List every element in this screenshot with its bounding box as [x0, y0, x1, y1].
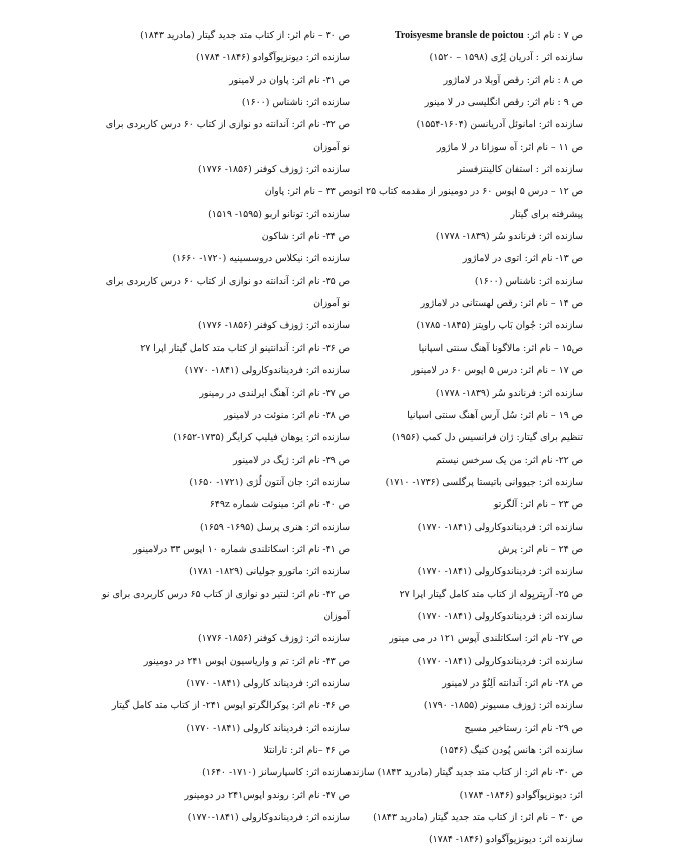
entry-prefix: ص ۷ : نام اثر:	[523, 30, 583, 41]
entry-line: ص ۱۷ – نام اثر: درس ۵ اپوس ۶۰ در لامینور	[411, 365, 583, 377]
entry-line: سازنده اثر: فردیناندوکارولی (۱۸۴۱-۱۷۷۰)	[187, 812, 350, 824]
left-column	[102, 25, 350, 829]
entry-line: سازنده اثر : استفان کالینتزفستر	[457, 164, 583, 176]
entry-line: ص ۳۷- نام اثر: آهنگ ایرلندی در رمینور	[199, 387, 350, 399]
entry-line: سازنده اثر: هانس پُودن کنیگ (۱۵۴۶)	[440, 745, 583, 756]
entry-line: اثر: دیونزیوآگوادو (۱۸۴۶- ۱۷۸۴)	[459, 789, 583, 801]
entry-line: سازنده اثر: ژوزف کوفنر (۱۸۵۶- ۱۷۷۶)	[197, 164, 350, 176]
entry-line: سازنده اثر: ژوزف کوفنر (۱۸۵۶- ۱۷۷۶)	[197, 320, 350, 332]
entry-line: ص ۳۰- نام اثر: از کتاب متد جدید گیتار (مادرید ۱۸۴۳) سازنده	[346, 767, 583, 779]
entry-line: آموزان	[323, 610, 350, 622]
entry-line: سازنده اثر : آدریان لِرُی (۱۵۹۸ – ۱۵۲۰)	[429, 52, 583, 64]
entry-line: سازنده اثر: دیونزیوآگوادو (۱۸۴۶- ۱۷۸۴)	[428, 834, 583, 846]
entry-line: ص ۴۶- نام اثر: پوکرالگرتو اپوس ۲۴۱- از کتاب متد کامل گیتار	[111, 700, 350, 712]
entry-line: ص ۳۹- نام اثر: ژیگ در لامینور	[233, 454, 350, 466]
entry-line: ص ۴۰- نام اثر: مینوئت شماره ۶۴۹z	[209, 499, 350, 511]
entry-line: سازنده اثر: امانوئل آدریانسن (۱۶۰۴-۱۵۵۴)	[416, 119, 583, 131]
entry-line: ص ۲۵- آریِتریِوله از کتاب متد کامل گیتار اپرا ۲۷	[399, 588, 583, 600]
entry-line: ص ۴۳- نام اثر: تم و واریاسیون اپوس ۲۴۱ در دومینور	[143, 655, 350, 667]
entry-line: ص ۳۰ – نام اثر: از کتاب متد جدید گیتار (مادرید ۱۸۴۳)	[140, 30, 350, 41]
entry-line: سازنده اثر: فردیناند کارولی (۱۸۴۱- ۱۷۷۰)	[186, 677, 350, 689]
entry-line: ص ۴۱- نام اثر: اسکاتلندی شماره ۱۰ اپوس ۳۳ درلامینور	[133, 543, 350, 555]
entry-line: تنظیم برای گیتار: ژان فرانسیس دل کمپ (۱۹۵۶)	[391, 432, 583, 444]
entry-line: سازنده اثر: جُوان بَاپ راویتز (۱۸۴۵- ۱۷۸۵)	[416, 320, 583, 332]
entry-line: ص۱۵ – نام اثر: مالاگونا آهنگ سنتی اسپانیا	[418, 342, 583, 354]
right-column	[346, 25, 583, 852]
entry-line: سازنده اثر: فرناندو سُر (۱۸۳۹- ۱۷۷۸)	[435, 387, 583, 399]
entry-line: سازنده اثر: فردیناندوکارولی (۱۸۴۱- ۱۷۷۰)	[417, 655, 583, 667]
entry-line: سازنده اثر: فرناندو سُر (۱۸۳۹- ۱۷۷۸)	[435, 231, 583, 243]
entry-line: سازنده اثر: فردیناندوکارولی (۱۸۴۱- ۱۷۷۰)	[417, 521, 583, 533]
entry-line: ص ۲۲- نام اثر: من یک سرخس نیستم	[435, 454, 583, 466]
entry-line: ص ۱۳- نام اثر: اتوی در لاماژور	[462, 253, 583, 265]
entry-line: ص ۴۷- نام اثر: روندو اپوس۲۴۱ در دومینور	[184, 789, 350, 801]
entry-line: ص ۲۴ – نام اثر: پرش	[497, 543, 583, 555]
entry-line: سازنده اثر: ماتورو جولیانی (۱۸۲۹- ۱۷۸۱)	[189, 566, 350, 578]
entry-line: سازنده اثر: ناشناس (۱۶۰۰)	[241, 97, 350, 109]
entry-line: پیشرفته برای گیتار	[510, 208, 583, 220]
entry-line: ص ۴۲- نام اثر: لنتیر دو نوازی از کتاب ۶۵ درس کاربردی برای نو	[102, 588, 350, 600]
entry-line: نو آموزان	[313, 298, 350, 310]
entry-line: ص ۲۷- نام اثر: اسکاتلندی آپوس ۱۲۱ در می مینور	[389, 633, 583, 645]
entry-line: ص ۲۸- نام اثر: آندانته اَلِنُوّ در لامینور	[442, 677, 583, 689]
entry-line: سازنده اثر: فردیناند کارولی (۱۸۴۱- ۱۷۷۰)	[186, 722, 350, 734]
entry-line: ص ۳۵- نام اثر: آندانته دو نوازی از کتاب ۶۰ درس کاربردی برای	[105, 275, 350, 287]
entry-line: ص ۲۹- نام اثر: رستاخیر مسیح	[464, 722, 583, 734]
entry-line: ص ۳۲- نام اثر: آندانته دو نوازی از کتاب ۶۰ درس کاربردی برای	[105, 119, 350, 131]
entry-line: سازنده اثر: یوهان فیلیپ کرایگر (۱۷۳۵-۱۶۵۲)	[173, 432, 350, 444]
entry-line: ص ۲۳ – نام اثر: آلگرتو	[493, 499, 583, 511]
entry-line: سازنده اثر: ژوزف مسیونر (۱۸۵۵- ۱۷۹۰)	[423, 700, 583, 712]
entry-line: سازنده اثر: فردیناندوکارولی (۱۸۴۱- ۱۷۷۰)	[417, 610, 583, 622]
entry-line: سازنده اثر: ناشناس (۱۶۰۰)	[474, 275, 583, 287]
latin-piece-title: Troisyesme bransle de poictou	[394, 30, 524, 41]
entry-line: ص ۱۱ – نام اثر: آه سوزانا در لا ماژور	[436, 141, 583, 153]
entry-line: سازنده اثر: نیکلاس دروسسینیه (۱۷۲۰- ۱۶۶۰)	[172, 253, 350, 265]
entry-line: سازنده اثر: جان آنتون لُژی (۱۷۲۱- ۱۶۵۰)	[189, 476, 350, 488]
entry-line: ص ۱۲ – درس ۵ اپوس ۶۰ در دومینور از مقدمه کتاب ۲۵ اتود	[348, 186, 583, 198]
entry-line: سازنده اثر: جیووانی باتیستا پرگلسی (۱۷۳۶- ۱۷۱۰)	[385, 476, 583, 488]
entry-line: سازنده اثر: تونانو اربو (۱۵۹۵- ۱۵۱۹)	[208, 208, 350, 220]
entry-line: نو آموزان	[313, 141, 350, 153]
entry-line: ص ۱۴ – نام اثر: رقص لهستانی در لاماژور	[420, 298, 583, 310]
entry-line: سازنده اثر: دیونزیوآگوادو (۱۸۴۶- ۱۷۸۴)	[195, 52, 350, 64]
entry-line: ص ۳۳ – نام اثر: پاوان	[264, 186, 350, 198]
entry-line: ص ۳۴- نام اثر: شاکون	[261, 231, 350, 243]
entry-line: سازنده اثر: فردیناندوکارولی (۱۸۴۱- ۱۷۷۰)	[417, 566, 583, 578]
entry-line: سازنده اثر: هنری پرسل (۱۶۹۵- ۱۶۵۹)	[200, 521, 350, 533]
entry-line: ص ۱۹ – نام اثر: سُل آرس آهنگ سنتی اسپانیا	[407, 409, 583, 421]
entry-line: ص ۳۸- نام اثر: منوئت در لامینور	[224, 409, 350, 421]
entry-line: ص ۸ : نام اثر: رقص آوبلا در لاماژور	[443, 74, 583, 86]
entry-line: ص ۳۰ – نام اثر: از کتاب متد جدید گیتار (مادرید ۱۸۴۳)	[373, 812, 583, 824]
entry-line: سازنده اثر: ژوزف کوفنر (۱۸۵۶- ۱۷۷۶)	[197, 633, 350, 645]
entry-line	[371, 25, 583, 47]
entry-line: ص ۳۱- نام اثر: پاوان در لامینور	[229, 74, 350, 86]
entry-line: ص ۴۶ –نام اثر: تارانتلا	[263, 745, 350, 756]
entry-line: ص ۳۶- نام اثر: آندانتینو از کتاب متد کامل گیتار اپرا ۲۷	[140, 342, 350, 354]
entry-line: سازنده اثر: فردیناندوکارولی (۱۸۴۱- ۱۷۷۰)	[184, 365, 350, 377]
entry-line: سازنده اثر: کاسپارسانز (۱۷۱۰- ۱۶۴۰)	[202, 767, 350, 779]
entry-line: ص ۹ : نام اثر: رقص انگلیسی در لا مینور	[424, 97, 583, 109]
